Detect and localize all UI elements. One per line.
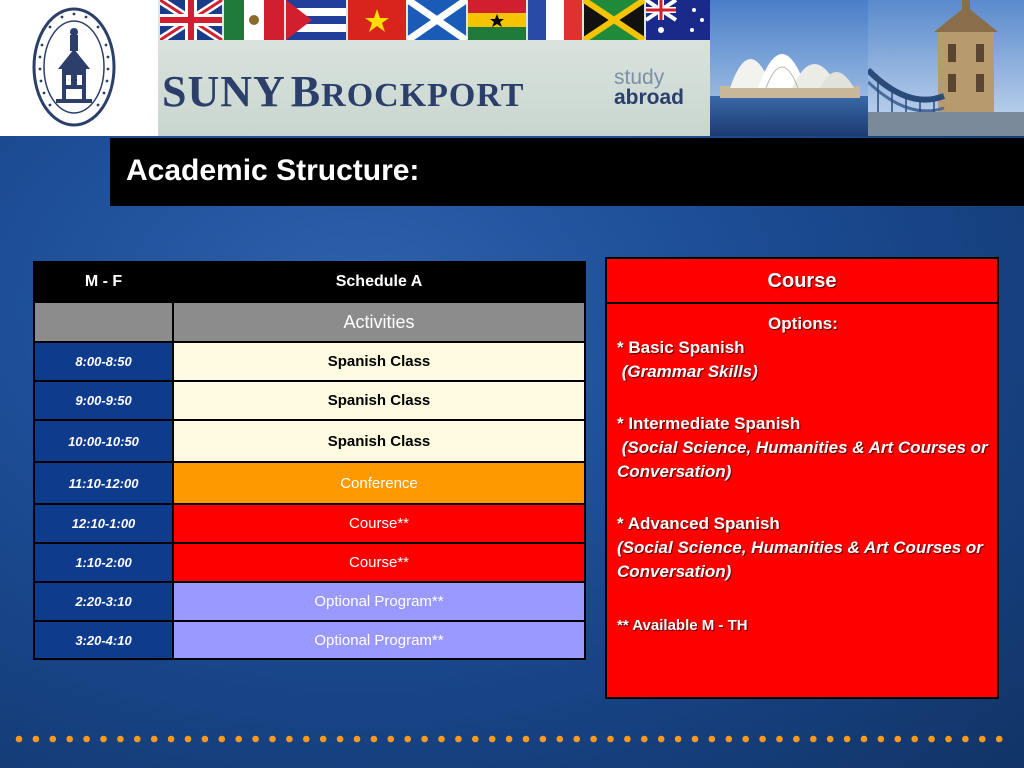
decorative-dot [928, 736, 935, 743]
table-row [34, 342, 585, 381]
basic-spanish: * Basic Spanish [617, 338, 745, 357]
decorative-dot [607, 736, 614, 743]
decorative-dot [134, 736, 141, 743]
decorative-dot [523, 736, 530, 743]
decorative-dot [354, 736, 361, 743]
decorative-dot [438, 736, 445, 743]
time-cell: 1:10-2:00 [34, 543, 173, 582]
decorative-dot [996, 736, 1003, 743]
decorative-dot [810, 736, 817, 743]
decorative-dot [878, 736, 885, 743]
decorative-dot [827, 736, 834, 743]
decorative-dot [979, 736, 986, 743]
time-cell: 10:00-10:50 [34, 420, 173, 462]
title-bar [110, 138, 1024, 206]
table-row [34, 582, 585, 621]
options-label: Options: [768, 314, 838, 333]
advanced-spanish: * Advanced Spanish [617, 514, 780, 533]
activity-cell: Course** [173, 543, 585, 582]
decorative-dot [962, 736, 969, 743]
table-row [34, 621, 585, 659]
decorative-dot [371, 736, 378, 743]
sydney-opera-house-photo [710, 0, 868, 136]
course-options-box [605, 257, 999, 699]
logo-b: B [290, 67, 322, 116]
intermediate-spanish: * Intermediate Spanish [617, 414, 801, 433]
decorative-dot [455, 736, 462, 743]
dotted-divider [12, 732, 1016, 746]
header-day: M - F [34, 262, 173, 302]
decorative-dot [861, 736, 868, 743]
decorative-dot [252, 736, 259, 743]
decorative-dot [404, 736, 411, 743]
decorative-dot [776, 736, 783, 743]
decorative-dot [573, 736, 580, 743]
table-row [34, 381, 585, 420]
decorative-dot [506, 736, 513, 743]
time-cell: 12:10-1:00 [34, 504, 173, 543]
decorative-dot [895, 736, 902, 743]
decorative-dot [320, 736, 327, 743]
decorative-dot [472, 736, 479, 743]
activity-cell: Spanish Class [173, 342, 585, 381]
decorative-dot [945, 736, 952, 743]
schedule-table [33, 261, 586, 660]
decorative-dot [624, 736, 631, 743]
schedule-header-row [34, 262, 585, 302]
intermediate-spanish-note: (Social Science, Humanities & Art Courses or Conversation) [617, 438, 993, 481]
table-row [34, 420, 585, 462]
time-cell: 2:20-3:10 [34, 582, 173, 621]
schedule-subheader-row [34, 302, 585, 342]
decorative-dot [844, 736, 851, 743]
decorative-dot [388, 736, 395, 743]
decorative-dot [911, 736, 918, 743]
decorative-dot [658, 736, 665, 743]
decorative-dot [83, 736, 90, 743]
time-cell: 3:20-4:10 [34, 621, 173, 659]
decorative-dot [709, 736, 716, 743]
decorative-dot [557, 736, 564, 743]
basic-spanish-note: (Grammar Skills) [617, 362, 758, 381]
table-row [34, 462, 585, 504]
decorative-dot [742, 736, 749, 743]
activity-cell: Spanish Class [173, 420, 585, 462]
subheader-blank [34, 302, 173, 342]
activity-cell: Course** [173, 504, 585, 543]
study-text: study [614, 66, 665, 89]
decorative-dot [489, 736, 496, 743]
decorative-dot [66, 736, 73, 743]
decorative-dot [641, 736, 648, 743]
time-cell: 8:00-8:50 [34, 342, 173, 381]
decorative-dot [50, 736, 57, 743]
advanced-spanish-note: (Social Science, Humanities & Art Courses or Conversation) [617, 538, 983, 581]
activity-cell: Optional Program** [173, 621, 585, 659]
decorative-dot [168, 736, 175, 743]
course-heading: Course [607, 259, 997, 304]
decorative-dot [793, 736, 800, 743]
decorative-dot [117, 736, 124, 743]
header-schedule: Schedule A [173, 262, 585, 302]
suny-brockport-logo [162, 66, 524, 117]
decorative-dot [286, 736, 293, 743]
decorative-dot [726, 736, 733, 743]
university-seal-icon [32, 5, 116, 129]
decorative-dot [202, 736, 209, 743]
table-row [34, 504, 585, 543]
activity-cell: Conference [173, 462, 585, 504]
availability-note: ** Available M - TH [617, 617, 748, 634]
activity-cell: Spanish Class [173, 381, 585, 420]
decorative-dot [269, 736, 276, 743]
table-row [34, 543, 585, 582]
decorative-dot [692, 736, 699, 743]
decorative-dot [303, 736, 310, 743]
subheader-activities: Activities [173, 302, 585, 342]
decorative-dot [219, 736, 226, 743]
course-options-body [607, 304, 997, 638]
decorative-dot [185, 736, 192, 743]
time-cell: 9:00-9:50 [34, 381, 173, 420]
header-banner [0, 0, 1024, 136]
logo-rockport: ROCKPORT [321, 77, 525, 114]
page-title: Academic Structure: [126, 154, 420, 187]
time-cell: 11:10-12:00 [34, 462, 173, 504]
decorative-dot [33, 736, 40, 743]
abroad-text: abroad [614, 86, 685, 109]
logo-suny: SUNY [162, 67, 286, 116]
decorative-dot [337, 736, 344, 743]
decorative-dot [16, 736, 23, 743]
tower-bridge-photo [868, 0, 1024, 136]
decorative-dot [235, 736, 242, 743]
decorative-dot [590, 736, 597, 743]
decorative-dot [759, 736, 766, 743]
decorative-dot [151, 736, 158, 743]
study-abroad-label [614, 68, 710, 108]
decorative-dot [421, 736, 428, 743]
activity-cell: Optional Program** [173, 582, 585, 621]
decorative-dot [100, 736, 107, 743]
decorative-dot [675, 736, 682, 743]
flags-banner-icon [160, 0, 710, 40]
decorative-dot [540, 736, 547, 743]
